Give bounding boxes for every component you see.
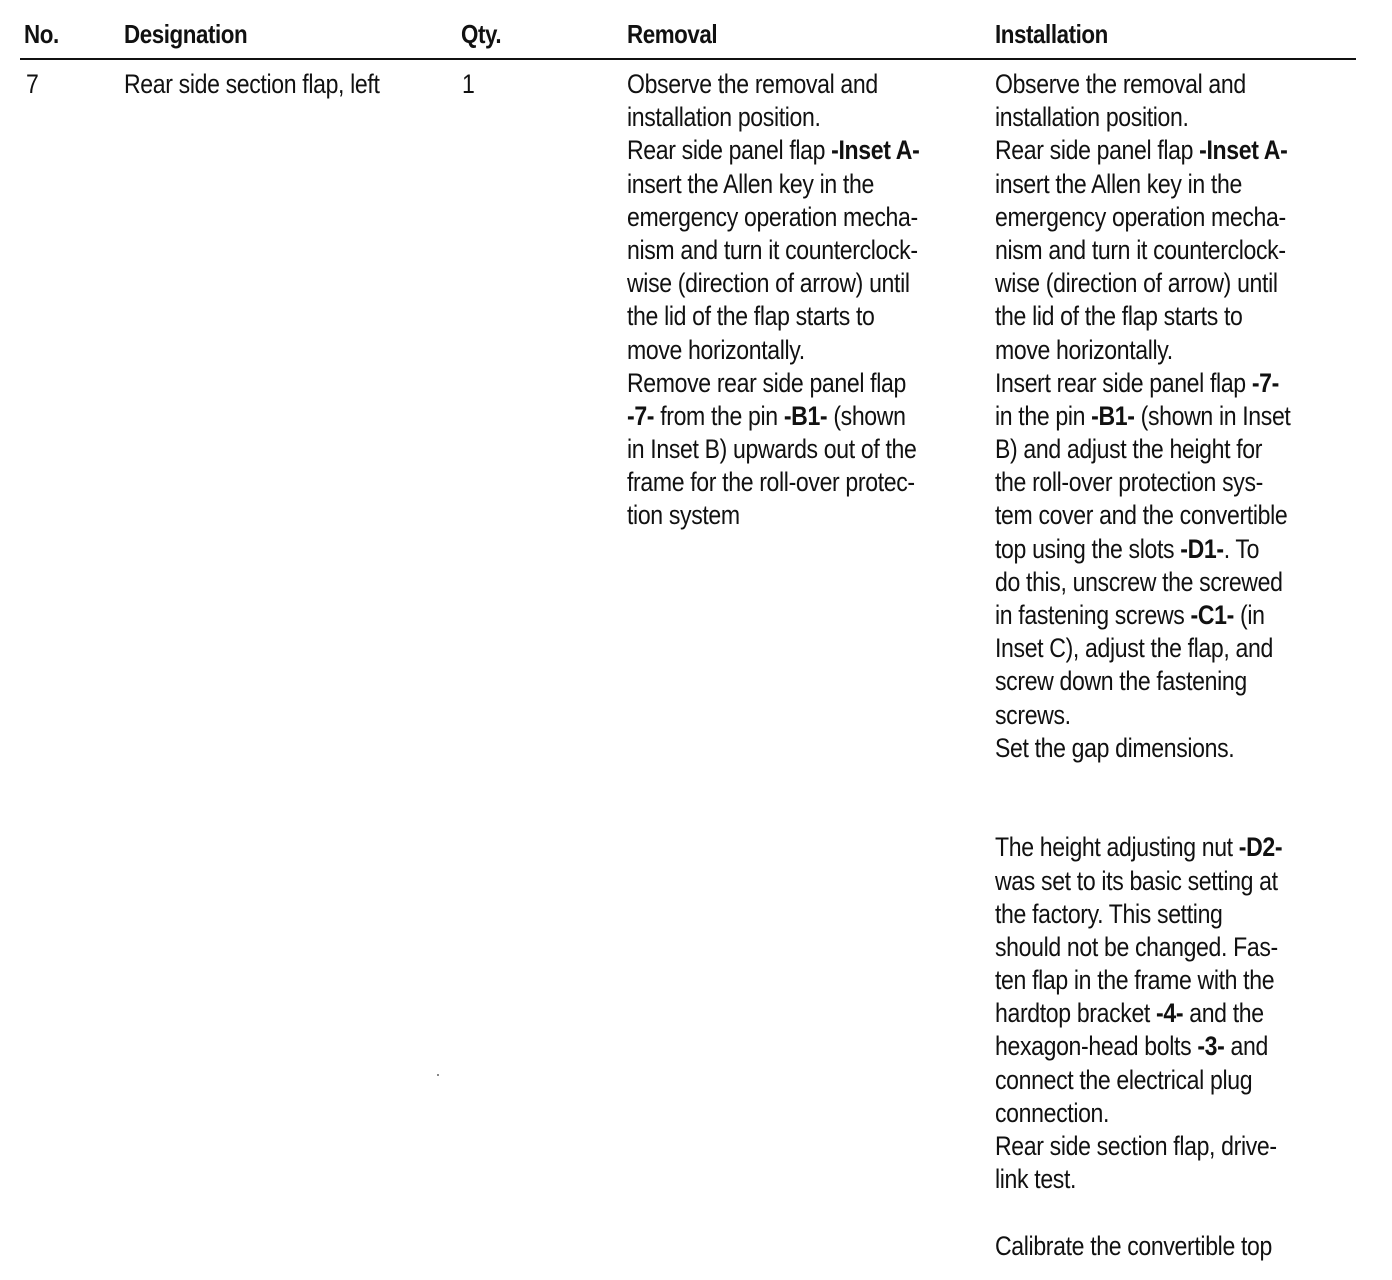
installation-line: the factory. This setting xyxy=(995,898,1223,929)
removal-line: the lid of the flap starts to xyxy=(627,301,875,332)
installation-line: screws. xyxy=(995,699,1071,730)
removal-line: emergency operation mecha- xyxy=(627,201,918,232)
header-divider xyxy=(20,58,1356,60)
removal-line: Remove rear side panel flap xyxy=(627,367,906,398)
installation-line: Rear side section flap, drive- xyxy=(995,1131,1277,1161)
installation-line: installation position. xyxy=(995,102,1189,133)
header-qty: Qty. xyxy=(461,19,502,49)
removal-line: Rear side panel flap -Inset A- xyxy=(627,135,920,166)
ref-pin-b1: -B1- xyxy=(783,400,828,431)
installation-line: move horizontally. xyxy=(995,334,1173,365)
removal-line: wise (direction of arrow) until xyxy=(627,268,910,299)
header-installation: Installation xyxy=(995,19,1108,49)
removal-line: insert the Allen key in the xyxy=(627,168,874,199)
installation-line: Set the gap dimensions. xyxy=(995,732,1235,763)
removal-line: Observe the removal and xyxy=(627,69,878,99)
row-no: 7 xyxy=(26,69,39,99)
ref-screw-c1: -C1- xyxy=(1190,600,1234,630)
installation-line: connection. xyxy=(995,1097,1110,1128)
installation-line: link test. xyxy=(995,1164,1077,1195)
installation-line: B) and adjust the height for xyxy=(995,434,1263,465)
installation-line: should not be changed. Fas- xyxy=(995,931,1278,962)
ref-nut-d2: -D2- xyxy=(1238,832,1283,863)
row-designation: Rear side section flap, left xyxy=(124,69,380,99)
installation-line: Insert rear side panel flap -7- xyxy=(995,367,1279,398)
installation-line: was set to its basic setting at xyxy=(995,865,1278,896)
installation-line: the lid of the flap starts to xyxy=(995,301,1243,332)
removal-line: frame for the roll-over protec- xyxy=(627,467,915,498)
installation-line: screw down the fastening xyxy=(995,666,1247,697)
ref-part-7: -7- xyxy=(1251,367,1279,398)
ref-bracket-4: -4- xyxy=(1156,998,1184,1029)
paragraph-gap xyxy=(995,798,1291,831)
installation-line: The height adjusting nut -D2- xyxy=(995,832,1283,863)
installation-line: in fastening screws -C1- (in xyxy=(995,600,1265,630)
scan-speck xyxy=(437,1074,439,1076)
row-qty: 1 xyxy=(462,69,475,99)
paragraph-gap xyxy=(995,1196,1291,1229)
header-no: No. xyxy=(24,19,59,49)
paragraph-gap xyxy=(995,765,1291,798)
removal-line: -7- from the pin -B1- (shown xyxy=(627,400,906,431)
header-designation: Designation xyxy=(124,19,248,49)
installation-text xyxy=(995,68,1291,1263)
installation-line: hexagon-head bolts -3- and xyxy=(995,1031,1268,1062)
header-removal: Removal xyxy=(627,19,718,49)
removal-line: tion system xyxy=(627,500,740,531)
removal-line: move horizontally. xyxy=(627,334,805,365)
ref-slot-d1: -D1- xyxy=(1180,533,1224,564)
installation-line: wise (direction of arrow) until xyxy=(995,268,1278,299)
ref-pin-b1: -B1- xyxy=(1091,400,1135,431)
ref-inset-a: -Inset A- xyxy=(1199,135,1288,166)
ref-part-7: -7- xyxy=(627,400,655,431)
ref-inset-a: -Inset A- xyxy=(831,135,920,166)
installation-line: emergency operation mecha- xyxy=(995,201,1286,232)
installation-line: tem cover and the convertible xyxy=(995,500,1288,531)
installation-line: the roll-over protection sys- xyxy=(995,467,1263,498)
removal-line: nism and turn it counterclock- xyxy=(627,234,918,265)
ref-bolts-3: -3- xyxy=(1197,1031,1225,1062)
installation-line: ten flap in the frame with the xyxy=(995,965,1275,996)
installation-line: insert the Allen key in the xyxy=(995,168,1242,199)
installation-line: nism and turn it counterclock- xyxy=(995,234,1286,265)
removal-line: installation position. xyxy=(627,102,821,133)
installation-line: top using the slots -D1-. To xyxy=(995,533,1260,564)
removal-text xyxy=(627,68,919,533)
installation-line: Observe the removal and xyxy=(995,69,1246,99)
removal-line: in Inset B) upwards out of the xyxy=(627,434,917,465)
installation-line: Rear side panel flap -Inset A- xyxy=(995,135,1288,166)
installation-line: Calibrate the convertible top xyxy=(995,1230,1272,1261)
installation-line: hardtop bracket -4- and the xyxy=(995,998,1264,1029)
installation-line: connect the electrical plug xyxy=(995,1064,1253,1095)
installation-line: Inset C), adjust the flap, and xyxy=(995,633,1273,664)
installation-line: in the pin -B1- (shown in Inset xyxy=(995,400,1291,431)
installation-line: do this, unscrew the screwed xyxy=(995,566,1283,597)
